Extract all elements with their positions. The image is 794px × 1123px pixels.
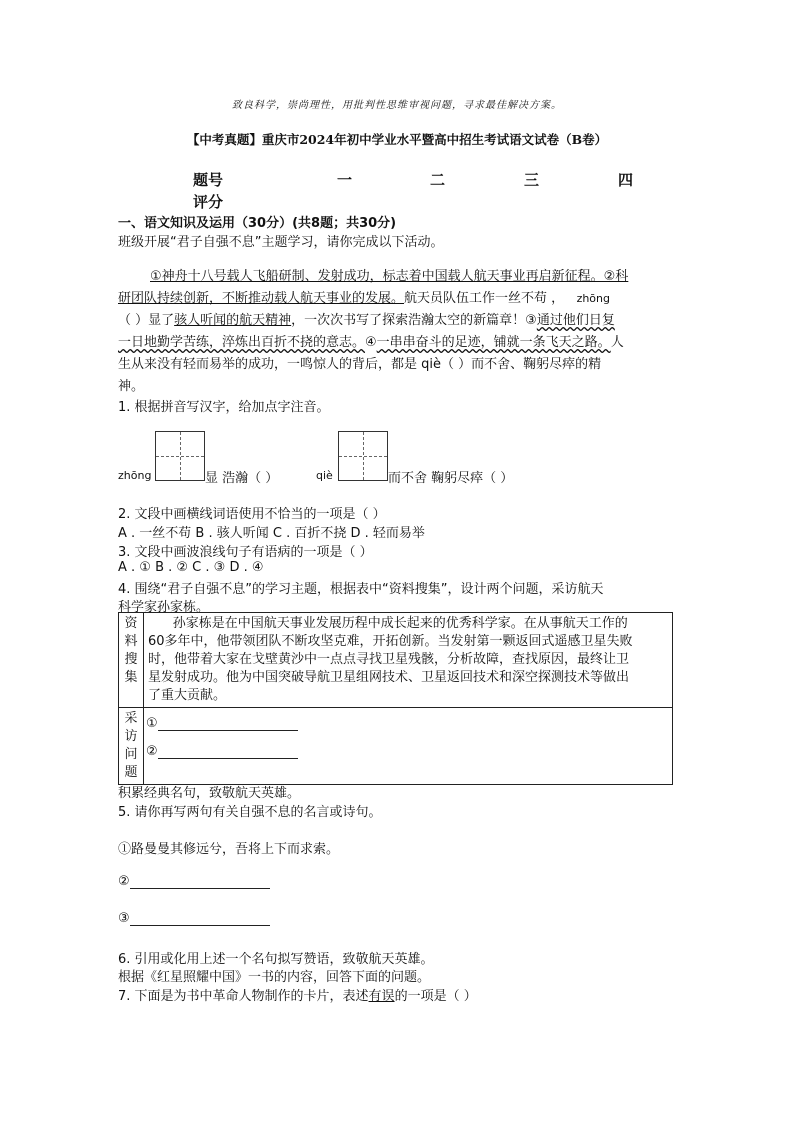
- passage-line-2b: 航天员队伍工作一丝不苟 ，: [404, 291, 565, 306]
- question-2: 2. 文段中画横线词语使用不恰当的一项是（ ）: [118, 507, 386, 522]
- header-motto: 致良科学，崇尚理性，用批判性思维审视问题，寻求最佳解决方案。: [232, 100, 562, 111]
- q1-word-2: 而不舍 鞠躬尽瘁（ ）: [388, 471, 514, 486]
- question-6: 6. 引用或化用上述一个名句拟写赞语，致敬航天英雄。: [118, 952, 434, 967]
- interview-answer-2[interactable]: [158, 744, 298, 759]
- score-col-4: 四: [618, 171, 634, 189]
- question-2-options: A . 一丝不苟 B . 骇人听闻 C . 百折不挠 D . 轻而易举: [118, 526, 425, 541]
- q1-pinyin-1: zhōng: [118, 469, 152, 482]
- section-heading: 一、语文知识及运用（30分）(共8题；共30分): [118, 216, 397, 231]
- q5-answer-2[interactable]: [130, 874, 270, 889]
- writing-grid-1[interactable]: [155, 431, 205, 481]
- q1-pinyin-2: qiè: [316, 469, 333, 482]
- interview-label: 采访问题: [119, 708, 144, 785]
- question-4-line-1: 4. 围绕“君子自强不息”的学习主题，根据表中“资料搜集”，设计两个问题，采访航天: [118, 582, 604, 597]
- question-3: 3. 文段中画波浪线句子有语病的一项是（ ）: [118, 545, 373, 560]
- question-3-options: A . ① B . ② C . ③ D . ④: [118, 560, 264, 575]
- section-intro: 班级开展“君子自强不息”主题学习，请你完成以下活动。: [118, 235, 444, 250]
- passage-line-3a: （ ）显了: [118, 313, 175, 328]
- reading-passage: [118, 266, 674, 398]
- writing-grid-2[interactable]: [338, 431, 388, 481]
- passage-line-6: 神。: [118, 379, 145, 394]
- pinyin-zhong: zhōng: [576, 292, 610, 305]
- passage-line-4c: 一串串奋斗的足迹，铺就一条飞天之路。: [376, 335, 611, 350]
- exam-title: 【中考真题】重庆市2024年初中学业水平暨高中招生考试语文试卷（B卷）: [186, 132, 608, 147]
- q5-answer-3[interactable]: [130, 911, 270, 926]
- passage-line-3b: 骇人听闻的航天精神: [174, 313, 292, 328]
- q5-item-3: ③: [118, 911, 270, 926]
- q5-item-1: ①路曼曼其修远兮，吾将上下而求索。: [118, 842, 340, 857]
- q1-word-1: 显 浩瀚（ ）: [205, 471, 279, 486]
- interview-content: ① ②: [144, 708, 673, 785]
- score-col-2: 二: [430, 171, 446, 189]
- passage-line-4d: 人: [610, 335, 624, 350]
- question-7: 7. 下面是为书中革命人物制作的卡片，表述有误的一项是（ ）: [118, 989, 477, 1004]
- passage-line-3d: 通过他们日复: [536, 313, 615, 328]
- score-col-1: 一: [337, 171, 353, 189]
- score-row-label: 题号: [193, 171, 224, 189]
- score-col-3: 三: [524, 171, 540, 189]
- question-1: 1. 根据拼音写汉字，给加点字注音。: [118, 400, 330, 415]
- passage-line-3c: ，一次次书写了探索浩瀚太空的新篇章！③: [291, 313, 537, 328]
- after-table-text: 积累经典名句，致敬航天英雄。: [118, 786, 301, 801]
- passage-line-5: 生从来没有轻而易举的成功，一鸣惊人的背后，都是 qiè（ ）而不舍、鞠躬尽瘁的精: [118, 357, 602, 372]
- question-4-line-2: 科学家孙家栋。: [118, 600, 210, 615]
- material-table: [118, 612, 673, 785]
- passage-line-2a: 研团队持续创新，不断推动载人航天事业的发展。: [118, 291, 405, 306]
- passage-line-4a: 一日地勤学苦练，淬炼出百折不挠的意志。: [118, 335, 366, 350]
- passage-line-1: ①神舟十八号载人飞船研制、发射成功，标志着中国载人航天事业再启新征程。②科: [150, 269, 629, 284]
- q5-item-2: ②: [118, 874, 270, 889]
- passage-line-4b: ④: [365, 335, 377, 350]
- book-intro: 根据《红星照耀中国》一书的内容，回答下面的问题。: [118, 970, 431, 985]
- score-row2-label: 评分: [193, 193, 224, 211]
- interview-answer-1[interactable]: [158, 716, 298, 731]
- question-5: 5. 请你再写两句有关自强不息的名言或诗句。: [118, 805, 382, 820]
- material-label: 资料搜集: [119, 613, 144, 708]
- material-content: 孙家栋是在中国航天事业发展历程中成长起来的优秀科学家。在从事航天工作的 60多年中，他带领团队不断攻坚克难，开拓创新。当发射第一颗返回式遥感卫星失败 时，他带着大家在戈壁黄沙中一点点寻找卫星残骸，分析故障，查找原因，最终让卫 星发射成功。他为中国突破导航卫星组网技术、卫星返回技术和深空探测技术等做出 了重大贡献。: [144, 613, 673, 708]
